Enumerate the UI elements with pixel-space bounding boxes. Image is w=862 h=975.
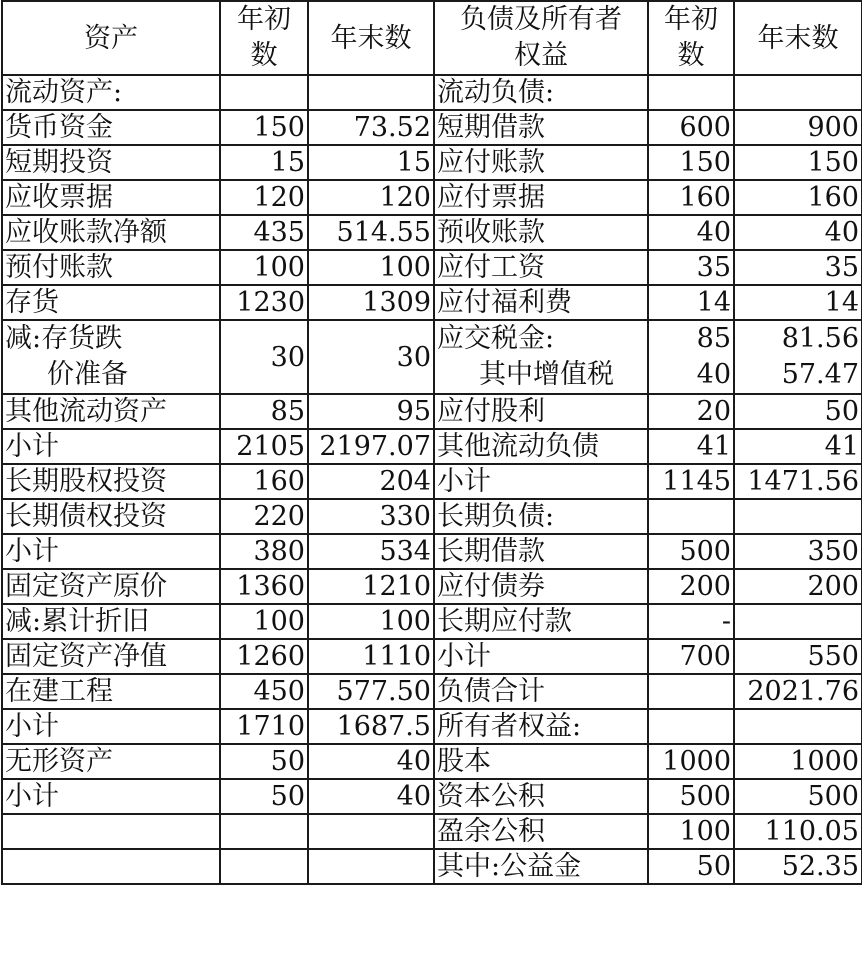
table-row: [2, 744, 862, 779]
asset-end-value: 330: [308, 499, 434, 534]
header-liab-top: 负债及所有者: [460, 4, 622, 35]
table-row: [2, 215, 862, 250]
liability-end-value: 550: [734, 639, 862, 674]
asset-begin-value: 120: [220, 180, 308, 215]
asset-end-value: 40: [308, 779, 434, 814]
liability-end-value: [734, 75, 862, 110]
asset-begin-value: 100: [220, 250, 308, 285]
liability-begin-line1: 85: [696, 323, 731, 354]
liability-label: 小计: [434, 464, 648, 499]
asset-end-value: 2197.07: [308, 429, 434, 464]
liability-label: 其他流动负债: [434, 429, 648, 464]
asset-label: 流动资产:: [2, 75, 220, 110]
asset-label: 长期债权投资: [2, 499, 220, 534]
table-row: [2, 75, 862, 110]
asset-end-value: [308, 814, 434, 849]
liability-label: 所有者权益:: [434, 709, 648, 744]
liability-begin-value: [648, 75, 734, 110]
header-begin-liab: [648, 1, 734, 75]
liability-begin-value: 150: [648, 145, 734, 180]
asset-label: 固定资产原价: [2, 569, 220, 604]
table-row: [2, 250, 862, 285]
liability-begin-value: [648, 674, 734, 709]
header-row: [2, 1, 862, 75]
asset-label: 在建工程: [2, 674, 220, 709]
liability-end-value: 1471.56: [734, 464, 862, 499]
table-row: [2, 499, 862, 534]
table-row: [2, 779, 862, 814]
liability-label: 应付工资: [434, 250, 648, 285]
liability-begin-value: 20: [648, 394, 734, 429]
liability-begin-value: 40: [648, 215, 734, 250]
liability-label: [434, 320, 648, 394]
asset-end-value: 95: [308, 394, 434, 429]
asset-begin-value: 1360: [220, 569, 308, 604]
asset-begin-value: 50: [220, 779, 308, 814]
asset-end-value: 30: [308, 320, 434, 394]
asset-end-value: 15: [308, 145, 434, 180]
liability-begin-value: 1145: [648, 464, 734, 499]
header-begin-bottom: 数: [250, 40, 278, 71]
liability-end-value: 500: [734, 779, 862, 814]
liability-end-value: [734, 604, 862, 639]
liability-label: 应付股利: [434, 394, 648, 429]
table-row: [2, 814, 862, 849]
asset-label: 预付账款: [2, 250, 220, 285]
liability-label: 长期借款: [434, 534, 648, 569]
table-row: [2, 604, 862, 639]
table-row: [2, 110, 862, 145]
liability-label: 流动负债:: [434, 75, 648, 110]
asset-begin-value: 435: [220, 215, 308, 250]
liability-begin-value: 600: [648, 110, 734, 145]
table-row: [2, 674, 862, 709]
asset-end-value: 73.52: [308, 110, 434, 145]
liability-end-line1: 81.56: [781, 323, 859, 354]
liability-label: 盈余公积: [434, 814, 648, 849]
asset-begin-value: 50: [220, 744, 308, 779]
liability-end-value: 160: [734, 180, 862, 215]
asset-begin-value: [220, 75, 308, 110]
table-row: [2, 534, 862, 569]
liability-end-value: 900: [734, 110, 862, 145]
liability-end-value: 50: [734, 394, 862, 429]
liability-end-value: 2021.76: [734, 674, 862, 709]
liability-label: 长期应付款: [434, 604, 648, 639]
header-liab-bottom: 权益: [514, 40, 568, 71]
liability-end-value: 40: [734, 215, 862, 250]
liability-end-value: 350: [734, 534, 862, 569]
table-row: [2, 394, 862, 429]
liability-begin-value: [648, 709, 734, 744]
asset-begin-value: 220: [220, 499, 308, 534]
liability-end-line2: 57.47: [781, 359, 859, 390]
asset-begin-value: [220, 849, 308, 884]
table-row: [2, 569, 862, 604]
table-row: [2, 285, 862, 320]
liability-begin-value: [648, 499, 734, 534]
liability-begin-value: 14: [648, 285, 734, 320]
liability-label-line1: 应交税金:: [437, 323, 555, 354]
asset-label: [2, 849, 220, 884]
asset-label: 存货: [2, 285, 220, 320]
asset-label: 小计: [2, 709, 220, 744]
liability-label: 应付票据: [434, 180, 648, 215]
asset-label-line1: 减:存货跌: [5, 323, 123, 354]
asset-end-value: 40: [308, 744, 434, 779]
liability-end-value: 110.05: [734, 814, 862, 849]
asset-label: [2, 320, 220, 394]
asset-label: 应收账款净额: [2, 215, 220, 250]
asset-label: 小计: [2, 534, 220, 569]
asset-begin-value: 100: [220, 604, 308, 639]
liability-label: 股本: [434, 744, 648, 779]
header-liabilities: [434, 1, 648, 75]
asset-begin-value: 1230: [220, 285, 308, 320]
asset-begin-value: 30: [220, 320, 308, 394]
asset-end-value: 100: [308, 250, 434, 285]
liability-end-value: 14: [734, 285, 862, 320]
asset-end-value: 100: [308, 604, 434, 639]
liability-end-value: 150: [734, 145, 862, 180]
liability-begin-value: 50: [648, 849, 734, 884]
asset-end-value: 514.55: [308, 215, 434, 250]
asset-end-value: 204: [308, 464, 434, 499]
asset-begin-value: 1260: [220, 639, 308, 674]
liability-label: 预收账款: [434, 215, 648, 250]
balance-sheet-table: [1, 0, 862, 885]
asset-begin-value: 15: [220, 145, 308, 180]
table-row: [2, 709, 862, 744]
asset-end-value: 534: [308, 534, 434, 569]
table-row: [2, 320, 862, 394]
asset-label: 小计: [2, 429, 220, 464]
header-begin-bottom-2: 数: [677, 40, 705, 71]
asset-label: 货币资金: [2, 110, 220, 145]
liability-end-value: 35: [734, 250, 862, 285]
liability-begin-value: 160: [648, 180, 734, 215]
asset-begin-value: [220, 814, 308, 849]
table-row: [2, 145, 862, 180]
asset-end-value: [308, 849, 434, 884]
table-row: [2, 180, 862, 215]
asset-label: 应收票据: [2, 180, 220, 215]
liability-end-value: [734, 320, 862, 394]
liability-end-value: [734, 499, 862, 534]
liability-begin-value: 41: [648, 429, 734, 464]
asset-label: 其他流动资产: [2, 394, 220, 429]
liability-end-value: 41: [734, 429, 862, 464]
liability-label: 长期负债:: [434, 499, 648, 534]
header-end-assets: 年末数: [308, 1, 434, 75]
liability-label: 应付福利费: [434, 285, 648, 320]
asset-end-value: 1687.5: [308, 709, 434, 744]
asset-label: 无形资产: [2, 744, 220, 779]
liability-label: 小计: [434, 639, 648, 674]
liability-begin-value: 500: [648, 779, 734, 814]
liability-end-value: 52.35: [734, 849, 862, 884]
liability-label: 其中:公益金: [434, 849, 648, 884]
liability-begin-value: 1000: [648, 744, 734, 779]
asset-begin-value: 450: [220, 674, 308, 709]
liability-begin-value: 500: [648, 534, 734, 569]
table-row: [2, 464, 862, 499]
liability-label: 负债合计: [434, 674, 648, 709]
liability-end-value: 1000: [734, 744, 862, 779]
liability-begin-value: 200: [648, 569, 734, 604]
asset-label: 短期投资: [2, 145, 220, 180]
asset-label: 长期股权投资: [2, 464, 220, 499]
asset-end-value: 1210: [308, 569, 434, 604]
liability-begin-value: [648, 320, 734, 394]
asset-begin-value: 160: [220, 464, 308, 499]
table-row: [2, 429, 862, 464]
asset-begin-value: 150: [220, 110, 308, 145]
liability-begin-value: 35: [648, 250, 734, 285]
liability-begin-value: 100: [648, 814, 734, 849]
asset-begin-value: 2105: [220, 429, 308, 464]
asset-end-value: [308, 75, 434, 110]
asset-begin-value: 85: [220, 394, 308, 429]
liability-begin-line2: 40: [696, 359, 731, 390]
asset-label: 减:累计折旧: [2, 604, 220, 639]
asset-label: 固定资产净值: [2, 639, 220, 674]
asset-end-value: 1110: [308, 639, 434, 674]
asset-end-value: 577.50: [308, 674, 434, 709]
table-row: [2, 849, 862, 884]
asset-end-value: 1309: [308, 285, 434, 320]
liability-begin-value: -: [648, 604, 734, 639]
header-begin-assets: [220, 1, 308, 75]
asset-end-value: 120: [308, 180, 434, 215]
asset-begin-value: 1710: [220, 709, 308, 744]
header-begin-top: 年初: [237, 4, 291, 35]
liability-label: 短期借款: [434, 110, 648, 145]
asset-label: 小计: [2, 779, 220, 814]
asset-begin-value: 380: [220, 534, 308, 569]
header-end-liab: 年末数: [734, 1, 862, 75]
liability-label: 资本公积: [434, 779, 648, 814]
asset-label: [2, 814, 220, 849]
table-row: [2, 639, 862, 674]
liability-label-line2: 其中增值税: [479, 359, 614, 390]
liability-label: 应付账款: [434, 145, 648, 180]
asset-label-line2: 价准备: [47, 359, 128, 390]
liability-begin-value: 700: [648, 639, 734, 674]
liability-end-value: [734, 709, 862, 744]
liability-end-value: 200: [734, 569, 862, 604]
liability-label: 应付债券: [434, 569, 648, 604]
header-assets: 资产: [2, 1, 220, 75]
header-begin-top-2: 年初: [664, 4, 718, 35]
